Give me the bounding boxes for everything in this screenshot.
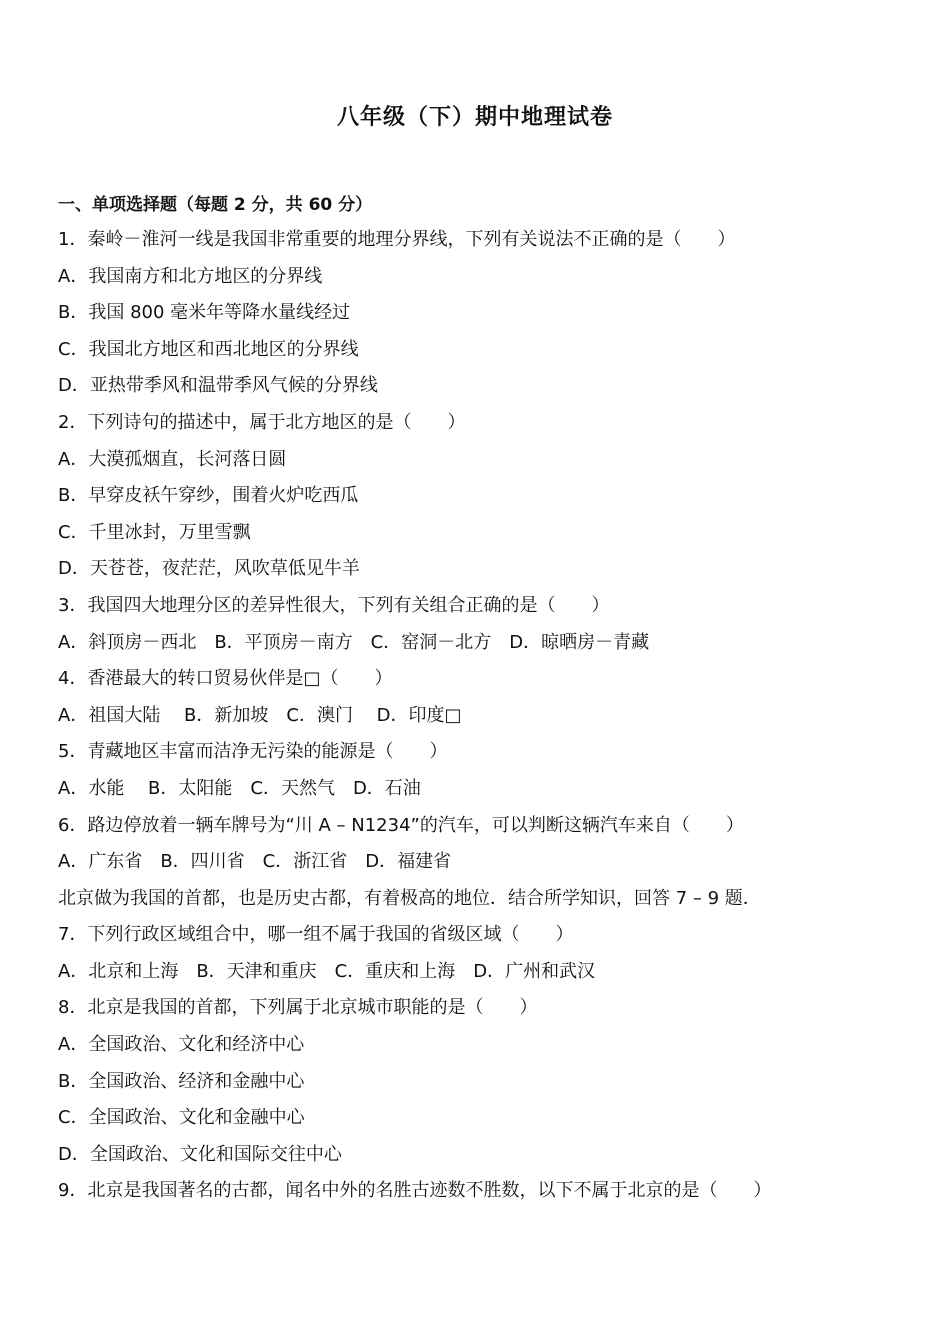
question-1-option-c: C．我国北方地区和西北地区的分界线 [58, 338, 359, 360]
question-2-option-b: B．早穿皮袄午穿纱，围着火炉吃西瓜 [58, 485, 359, 507]
section-heading: 一、单项选择题（每题 2 分，共 60 分） [58, 195, 373, 215]
question-2-option-a: A．大漠孤烟直，长河落日圆 [58, 448, 287, 470]
question-7: 7．下列行政区域组合中，哪一组不属于我国的省级区域（ ） [58, 924, 574, 946]
question-4: 4．香港最大的转口贸易伙伴是□（ ） [58, 668, 393, 690]
question-1-option-b: B．我国 800 毫米年等降水量线经过 [58, 302, 351, 324]
page-title: 八年级（下）期中地理试卷 [336, 105, 613, 130]
question-list [58, 222, 918, 1210]
question-1-option-a: A．我国南方和北方地区的分界线 [58, 265, 323, 287]
question-8-option-d: D．全国政治、文化和国际交往中心 [58, 1143, 342, 1165]
question-2-option-c: C．千里冰封，万里雪飘 [58, 521, 251, 543]
question-7-options: A．北京和上海 B．天津和重庆 C．重庆和上海 D．广州和武汉 [58, 960, 596, 982]
question-9: 9．北京是我国著名的古都，闻名中外的名胜古迹数不胜数，以下不属于北京的是（ ） [58, 1180, 772, 1202]
question-5-options: A．水能 B．太阳能 C．天然气 D．石油 [58, 777, 421, 799]
question-2-option-d: D．天苍苍，夜茫茫，风吹草低见牛羊 [58, 558, 360, 580]
question-5: 5．青藏地区丰富而洁净无污染的能源是（ ） [58, 741, 448, 763]
question-1-option-d: D．亚热带季风和温带季风气候的分界线 [58, 375, 378, 397]
question-8-option-a: A．全国政治、文化和经济中心 [58, 1034, 305, 1056]
question-6-options: A．广东省 B．四川省 C．浙江省 D．福建省 [58, 851, 452, 873]
question-6: 6．路边停放着一辆车牌号为“川 A – N1234”的汽车，可以判断这辆汽车来自（ ） [58, 814, 744, 836]
question-8: 8．北京是我国的首都，下列属于北京城市职能的是（ ） [58, 997, 538, 1019]
question-8-option-c: C．全国政治、文化和金融中心 [58, 1107, 305, 1129]
question-3: 3．我国四大地理分区的差异性很大，下列有关组合正确的是（ ） [58, 594, 610, 616]
question-8-option-b: B．全国政治、经济和金融中心 [58, 1070, 305, 1092]
question-2: 2．下列诗句的描述中，属于北方地区的是（ ） [58, 411, 466, 433]
passage-intro: 北京做为我国的首都，也是历史古都，有着极高的地位．结合所学知识，回答 7 – 9 题． [58, 887, 761, 909]
question-4-options: A．祖国大陆 B．新加坡 C．澳门 D．印度□ [58, 704, 462, 726]
question-1: 1．秦岭－淮河一线是我国非常重要的地理分界线，下列有关说法不正确的是（ ） [58, 229, 736, 250]
question-3-options: A．斜顶房－西北 B．平顶房－南方 C．窑洞－北方 D．晾晒房－青藏 [58, 631, 650, 653]
